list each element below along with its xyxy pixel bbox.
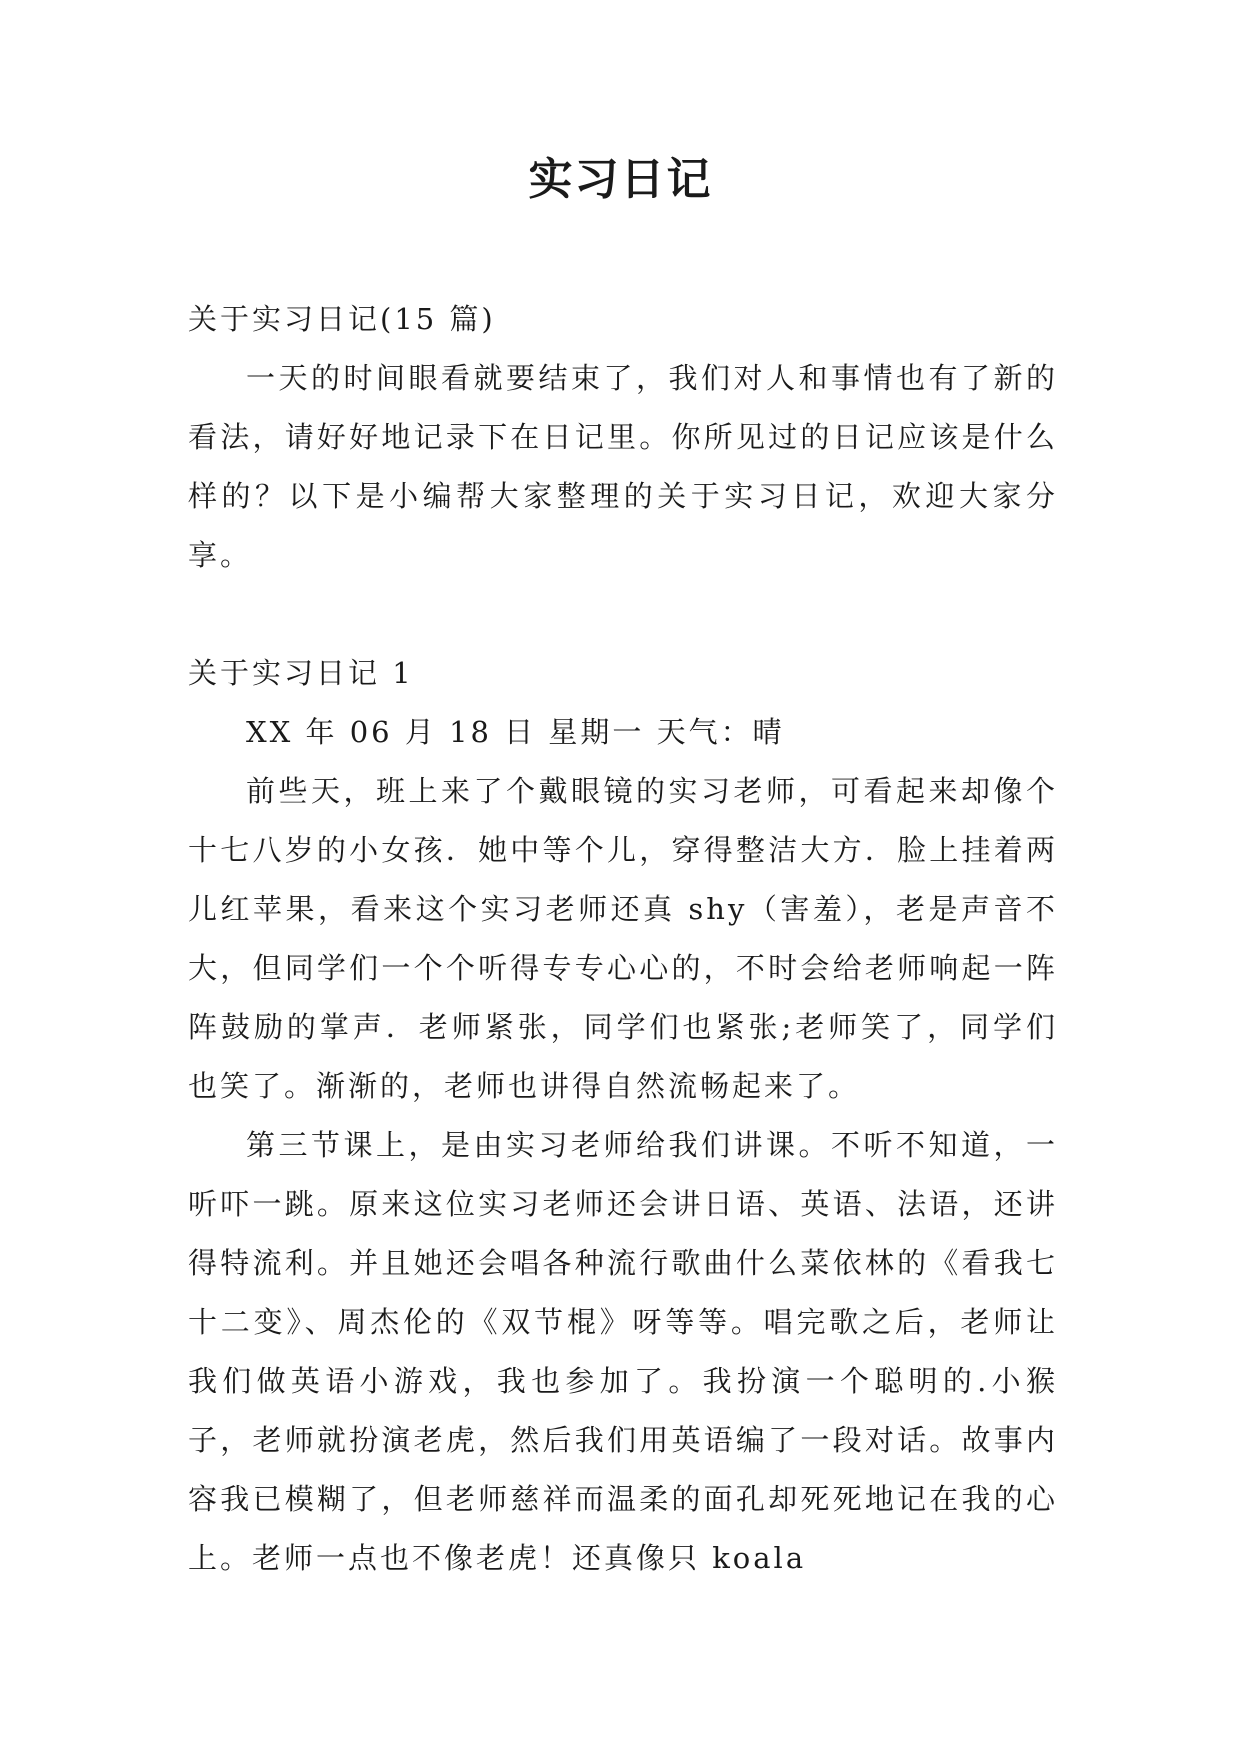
- entry-paragraph-1: 前些天，班上来了个戴眼镜的实习老师，可看起来却像个十七八岁的小女孩．她中等个儿，穿得整洁大方．脸上挂着两儿红苹果，看来这个实习老师还真 shy（害羞），老是声音不大，但同学们一个个听得专专心心的，不时会给老师响起一阵阵鼓励的掌声．老师紧张，同学们也紧张;老师笑了，同学们也笑了。渐渐的，老师也讲得自然流畅起来了。: [188, 774, 1058, 1103]
- intro-paragraph: 一天的时间眼看就要结束了，我们对人和事情也有了新的看法，请好好地记录下在日记里。你所见过的日记应该是什么样的？以下是小编帮大家整理的关于实习日记，欢迎大家分享。: [188, 361, 1058, 572]
- document-title: 实习日记: [528, 154, 713, 205]
- document-body: [188, 290, 1058, 1588]
- section-spacer: [188, 585, 1058, 644]
- entry-heading: 关于实习日记 1: [188, 656, 414, 690]
- entry-paragraph-2: 第三节课上，是由实习老师给我们讲课。不听不知道，一听吓一跳。原来这位实习老师还会讲日语、英语、法语，还讲得特流利。并且她还会唱各种流行歌曲什么菜依林的《看我七十二变》、周杰伦的《双节棍》呀等等。唱完歌之后，老师让我们做英语小游戏，我也参加了。我扮演一个聪明的.小猴子，老师就扮演老虎，然后我们用英语编了一段对话。故事内容我已模糊了，但老师慈祥而温柔的面孔却死死地记在我的心上。老师一点也不像老虎！还真像只 koala: [188, 1128, 1058, 1575]
- intro-heading: 关于实习日记(15 篇): [188, 302, 496, 336]
- entry-date: XX 年 06 月 18 日 星期一 天气：晴: [246, 715, 785, 749]
